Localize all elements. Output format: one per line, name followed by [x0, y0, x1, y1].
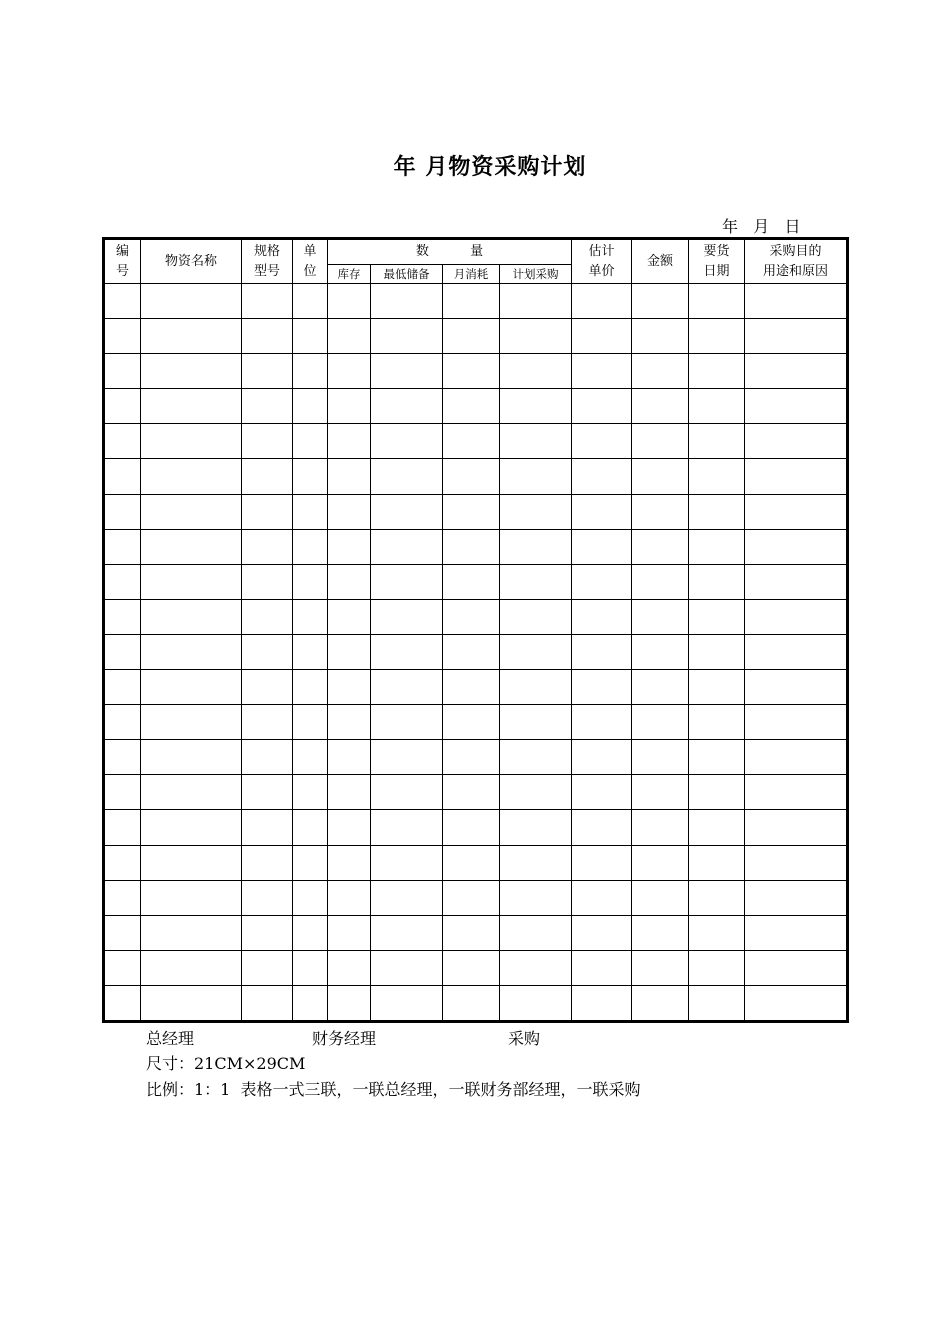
table-cell[interactable] [689, 810, 745, 845]
table-cell[interactable] [632, 810, 689, 845]
table-cell[interactable] [689, 284, 745, 319]
table-cell[interactable] [443, 775, 500, 810]
table-cell[interactable] [141, 459, 242, 494]
header-monthly-use: 月消耗 [443, 265, 500, 284]
table-cell[interactable] [745, 424, 848, 459]
table-cell[interactable] [242, 284, 293, 319]
table-cell[interactable] [500, 529, 572, 564]
table-cell[interactable] [293, 354, 328, 389]
table-cell[interactable] [689, 775, 745, 810]
table-cell[interactable] [328, 389, 371, 424]
table-cell[interactable] [632, 740, 689, 775]
table-row [104, 494, 848, 529]
table-cell[interactable] [689, 740, 745, 775]
table-cell[interactable] [371, 529, 443, 564]
table-cell[interactable] [745, 880, 848, 915]
table-row [104, 670, 848, 705]
table-cell[interactable] [500, 705, 572, 740]
table-cell[interactable] [572, 775, 632, 810]
table-cell[interactable] [371, 459, 443, 494]
table-cell[interactable] [500, 775, 572, 810]
table-cell[interactable] [632, 564, 689, 599]
table-cell[interactable] [689, 564, 745, 599]
date-line: 年 月 日 [722, 217, 801, 236]
table-cell[interactable] [328, 529, 371, 564]
size-note: 尺寸：21CM×29CM [146, 1054, 306, 1073]
table-cell[interactable] [293, 705, 328, 740]
table-cell[interactable] [500, 845, 572, 880]
table-cell[interactable] [443, 705, 500, 740]
table-cell[interactable] [745, 670, 848, 705]
table-cell[interactable] [141, 354, 242, 389]
table-cell[interactable] [242, 389, 293, 424]
table-cell[interactable] [572, 354, 632, 389]
table-cell[interactable] [371, 845, 443, 880]
table-cell[interactable] [328, 284, 371, 319]
table-cell[interactable] [443, 354, 500, 389]
table-cell[interactable] [572, 424, 632, 459]
table-cell[interactable] [632, 354, 689, 389]
table-cell[interactable] [328, 810, 371, 845]
table-cell[interactable] [745, 950, 848, 985]
table-cell[interactable] [443, 389, 500, 424]
table-cell[interactable] [745, 810, 848, 845]
table-cell[interactable] [242, 424, 293, 459]
table-row [104, 740, 848, 775]
table-row [104, 564, 848, 599]
table-cell[interactable] [572, 564, 632, 599]
table-cell[interactable] [328, 915, 371, 950]
header-stock: 库存 [328, 265, 371, 284]
table-row [104, 810, 848, 845]
table-cell[interactable] [242, 564, 293, 599]
table-cell[interactable] [104, 284, 141, 319]
table-cell[interactable] [745, 284, 848, 319]
table-cell[interactable] [443, 424, 500, 459]
table-cell[interactable] [745, 705, 848, 740]
table-cell[interactable] [104, 705, 141, 740]
purchase-plan-table [102, 237, 849, 1023]
table-cell[interactable] [242, 950, 293, 985]
table-cell[interactable] [242, 880, 293, 915]
table-cell[interactable] [500, 915, 572, 950]
table-cell[interactable] [572, 459, 632, 494]
table-cell[interactable] [371, 284, 443, 319]
header-purpose: 采购目的 用途和原因 [745, 239, 848, 284]
table-cell[interactable] [141, 389, 242, 424]
table-cell[interactable] [293, 845, 328, 880]
table-cell[interactable] [443, 529, 500, 564]
table-cell[interactable] [443, 564, 500, 599]
table-cell[interactable] [293, 810, 328, 845]
table-cell[interactable] [328, 354, 371, 389]
table-cell[interactable] [500, 740, 572, 775]
table-cell[interactable] [745, 564, 848, 599]
table-row [104, 775, 848, 810]
table-cell[interactable] [689, 915, 745, 950]
table-cell[interactable] [104, 775, 141, 810]
table-cell[interactable] [745, 985, 848, 1021]
table-row [104, 424, 848, 459]
table-cell[interactable] [293, 985, 328, 1021]
table-cell[interactable] [572, 599, 632, 634]
table-cell[interactable] [141, 670, 242, 705]
table-cell[interactable] [242, 599, 293, 634]
table-cell[interactable] [104, 494, 141, 529]
table-cell[interactable] [242, 705, 293, 740]
table-cell[interactable] [632, 915, 689, 950]
table-cell[interactable] [104, 950, 141, 985]
signer-general-manager: 总经理 [146, 1029, 195, 1048]
table-cell[interactable] [572, 494, 632, 529]
table-cell[interactable] [104, 810, 141, 845]
table-cell[interactable] [141, 564, 242, 599]
table-cell[interactable] [689, 670, 745, 705]
table-cell[interactable] [689, 529, 745, 564]
table-cell[interactable] [443, 845, 500, 880]
header-item-name: 物资名称 [141, 239, 242, 284]
table-cell[interactable] [242, 915, 293, 950]
table-cell[interactable] [632, 950, 689, 985]
table-row [104, 845, 848, 880]
table-cell[interactable] [371, 354, 443, 389]
table-cell[interactable] [141, 319, 242, 354]
table-cell[interactable] [104, 915, 141, 950]
table-cell[interactable] [141, 705, 242, 740]
table-cell[interactable] [443, 494, 500, 529]
table-cell[interactable] [632, 529, 689, 564]
table-cell[interactable] [500, 284, 572, 319]
table-cell[interactable] [141, 810, 242, 845]
table-row [104, 354, 848, 389]
table-cell[interactable] [632, 845, 689, 880]
table-cell[interactable] [632, 424, 689, 459]
table-cell[interactable] [371, 319, 443, 354]
table-cell[interactable] [632, 880, 689, 915]
table-cell[interactable] [104, 985, 141, 1021]
table-cell[interactable] [371, 915, 443, 950]
table-row [104, 985, 848, 1021]
table-cell[interactable] [689, 705, 745, 740]
table-cell[interactable] [689, 319, 745, 354]
table-cell[interactable] [293, 634, 328, 669]
table-cell[interactable] [689, 389, 745, 424]
table-cell[interactable] [443, 319, 500, 354]
table-cell[interactable] [371, 740, 443, 775]
table-cell[interactable] [632, 634, 689, 669]
table-cell[interactable] [745, 459, 848, 494]
table-cell[interactable] [572, 389, 632, 424]
table-cell[interactable] [141, 494, 242, 529]
table-cell[interactable] [745, 775, 848, 810]
table-cell[interactable] [242, 810, 293, 845]
table-cell[interactable] [104, 740, 141, 775]
table-cell[interactable] [104, 845, 141, 880]
table-cell[interactable] [500, 634, 572, 669]
table-cell[interactable] [443, 740, 500, 775]
table-cell[interactable] [371, 389, 443, 424]
table-cell[interactable] [371, 810, 443, 845]
table-cell[interactable] [328, 950, 371, 985]
table-cell[interactable] [745, 389, 848, 424]
header-spec-model: 规格 型号 [242, 239, 293, 284]
header-min-reserve: 最低储备 [371, 265, 443, 284]
table-cell[interactable] [500, 389, 572, 424]
header-unit: 单 位 [293, 239, 328, 284]
table-cell[interactable] [572, 705, 632, 740]
table-cell[interactable] [104, 424, 141, 459]
table-cell[interactable] [689, 459, 745, 494]
table-cell[interactable] [104, 529, 141, 564]
table-cell[interactable] [141, 284, 242, 319]
table-cell[interactable] [500, 354, 572, 389]
header-amount: 金额 [632, 239, 689, 284]
table-row [104, 880, 848, 915]
table-cell[interactable] [371, 634, 443, 669]
table-cell[interactable] [104, 564, 141, 599]
table-cell[interactable] [572, 319, 632, 354]
table-cell[interactable] [371, 775, 443, 810]
table-cell[interactable] [328, 845, 371, 880]
table-cell[interactable] [141, 424, 242, 459]
table-cell[interactable] [500, 810, 572, 845]
table-row [104, 599, 848, 634]
table-cell[interactable] [500, 670, 572, 705]
table-cell[interactable] [689, 985, 745, 1021]
table-cell[interactable] [443, 810, 500, 845]
table-cell[interactable] [632, 389, 689, 424]
table-cell[interactable] [572, 529, 632, 564]
table-row [104, 284, 848, 319]
table-cell[interactable] [500, 319, 572, 354]
table-cell[interactable] [293, 459, 328, 494]
table-cell[interactable] [104, 599, 141, 634]
signer-finance-manager: 财务经理 [312, 1029, 377, 1048]
table-cell[interactable] [745, 529, 848, 564]
table-cell[interactable] [328, 985, 371, 1021]
table-cell[interactable] [328, 705, 371, 740]
table-cell[interactable] [293, 284, 328, 319]
table-cell[interactable] [500, 494, 572, 529]
table-cell[interactable] [443, 599, 500, 634]
header-due-date: 要货 日期 [689, 239, 745, 284]
table-cell[interactable] [141, 845, 242, 880]
table-cell[interactable] [371, 950, 443, 985]
table-cell[interactable] [293, 775, 328, 810]
table-cell[interactable] [500, 599, 572, 634]
table-cell[interactable] [500, 424, 572, 459]
table-cell[interactable] [293, 494, 328, 529]
table-cell[interactable] [104, 319, 141, 354]
table-cell[interactable] [572, 284, 632, 319]
table-cell[interactable] [443, 950, 500, 985]
table-cell[interactable] [689, 424, 745, 459]
table-cell[interactable] [572, 880, 632, 915]
table-cell[interactable] [572, 810, 632, 845]
table-cell[interactable] [745, 915, 848, 950]
table-cell[interactable] [689, 845, 745, 880]
table-cell[interactable] [689, 634, 745, 669]
table-cell[interactable] [293, 915, 328, 950]
table-cell[interactable] [443, 880, 500, 915]
table-cell[interactable] [572, 670, 632, 705]
table-cell[interactable] [141, 529, 242, 564]
table-cell[interactable] [328, 599, 371, 634]
table-cell[interactable] [328, 634, 371, 669]
table-cell[interactable] [104, 389, 141, 424]
header-number: 编 号 [104, 239, 141, 284]
table-cell[interactable] [293, 670, 328, 705]
table-cell[interactable] [632, 985, 689, 1021]
table-cell[interactable] [371, 564, 443, 599]
table-cell[interactable] [689, 494, 745, 529]
table-cell[interactable] [500, 564, 572, 599]
table-cell[interactable] [242, 670, 293, 705]
table-cell[interactable] [328, 494, 371, 529]
table-row [104, 389, 848, 424]
table-cell[interactable] [293, 880, 328, 915]
table-cell[interactable] [141, 599, 242, 634]
table-cell[interactable] [104, 670, 141, 705]
table-cell[interactable] [572, 740, 632, 775]
table-cell[interactable] [328, 670, 371, 705]
header-planned-purchase: 计划采购 [500, 265, 572, 284]
table-cell[interactable] [328, 740, 371, 775]
table-cell[interactable] [242, 775, 293, 810]
ratio-note: 比例：1：1 表格一式三联，一联总经理，一联财务部经理，一联采购 [146, 1080, 641, 1099]
table-cell[interactable] [443, 670, 500, 705]
table-cell[interactable] [141, 880, 242, 915]
table-cell[interactable] [632, 670, 689, 705]
table-cell[interactable] [242, 634, 293, 669]
table-cell[interactable] [242, 459, 293, 494]
table-cell[interactable] [572, 950, 632, 985]
table-row [104, 459, 848, 494]
table-row [104, 915, 848, 950]
table-cell[interactable] [293, 599, 328, 634]
table-cell[interactable] [242, 845, 293, 880]
table-cell[interactable] [689, 880, 745, 915]
table-cell[interactable] [371, 705, 443, 740]
table-cell[interactable] [293, 950, 328, 985]
table-cell[interactable] [104, 880, 141, 915]
table-cell[interactable] [242, 740, 293, 775]
table-body [104, 284, 848, 1022]
table-cell[interactable] [328, 775, 371, 810]
document-title: 年 月物资采购计划 [393, 154, 587, 180]
table-cell[interactable] [443, 634, 500, 669]
table-cell[interactable] [328, 319, 371, 354]
table-cell[interactable] [293, 529, 328, 564]
table-cell[interactable] [689, 354, 745, 389]
header-est-unit-price: 估计 单价 [572, 239, 632, 284]
table-cell[interactable] [141, 915, 242, 950]
table-row [104, 319, 848, 354]
signer-purchasing: 采购 [508, 1029, 541, 1048]
table-cell[interactable] [745, 354, 848, 389]
table-cell[interactable] [371, 670, 443, 705]
table-cell[interactable] [689, 599, 745, 634]
table-cell[interactable] [745, 634, 848, 669]
table-cell[interactable] [632, 599, 689, 634]
table-cell[interactable] [632, 705, 689, 740]
table-cell[interactable] [745, 740, 848, 775]
table-cell[interactable] [745, 845, 848, 880]
table-cell[interactable] [632, 459, 689, 494]
table-cell[interactable] [745, 319, 848, 354]
table-cell[interactable] [293, 389, 328, 424]
table-cell[interactable] [141, 775, 242, 810]
table-cell[interactable] [443, 284, 500, 319]
table-cell[interactable] [104, 459, 141, 494]
table-cell[interactable] [293, 740, 328, 775]
table-cell[interactable] [242, 985, 293, 1021]
table-cell[interactable] [500, 880, 572, 915]
table-cell[interactable] [104, 634, 141, 669]
table-cell[interactable] [443, 985, 500, 1021]
header-quantity: 数 量 [328, 239, 572, 265]
table-cell[interactable] [500, 459, 572, 494]
table-cell[interactable] [572, 985, 632, 1021]
table-cell[interactable] [242, 494, 293, 529]
table-cell[interactable] [293, 424, 328, 459]
table-cell[interactable] [632, 284, 689, 319]
table-row [104, 634, 848, 669]
table-cell[interactable] [141, 740, 242, 775]
table-cell[interactable] [328, 424, 371, 459]
table-cell[interactable] [745, 494, 848, 529]
table-cell[interactable] [371, 424, 443, 459]
table-cell[interactable] [632, 319, 689, 354]
table-cell[interactable] [328, 880, 371, 915]
table-cell[interactable] [572, 915, 632, 950]
table-cell[interactable] [371, 494, 443, 529]
table-cell[interactable] [500, 985, 572, 1021]
table-cell[interactable] [242, 319, 293, 354]
table-row [104, 705, 848, 740]
table-cell[interactable] [141, 985, 242, 1021]
table-cell[interactable] [371, 985, 443, 1021]
table-cell[interactable] [745, 599, 848, 634]
table-cell[interactable] [104, 354, 141, 389]
table-cell[interactable] [242, 529, 293, 564]
table-cell[interactable] [293, 564, 328, 599]
table-row [104, 950, 848, 985]
table-cell[interactable] [141, 634, 242, 669]
table-cell[interactable] [443, 459, 500, 494]
table-cell[interactable] [328, 459, 371, 494]
table-cell[interactable] [500, 950, 572, 985]
table-cell[interactable] [371, 880, 443, 915]
table-cell[interactable] [293, 319, 328, 354]
table-cell[interactable] [443, 915, 500, 950]
table-cell[interactable] [371, 599, 443, 634]
table-cell[interactable] [328, 564, 371, 599]
table-cell[interactable] [242, 354, 293, 389]
table-row [104, 529, 848, 564]
table-cell[interactable] [572, 634, 632, 669]
table-cell[interactable] [572, 845, 632, 880]
table-cell[interactable] [632, 494, 689, 529]
table-cell[interactable] [632, 775, 689, 810]
table-cell[interactable] [689, 950, 745, 985]
table-cell[interactable] [141, 950, 242, 985]
